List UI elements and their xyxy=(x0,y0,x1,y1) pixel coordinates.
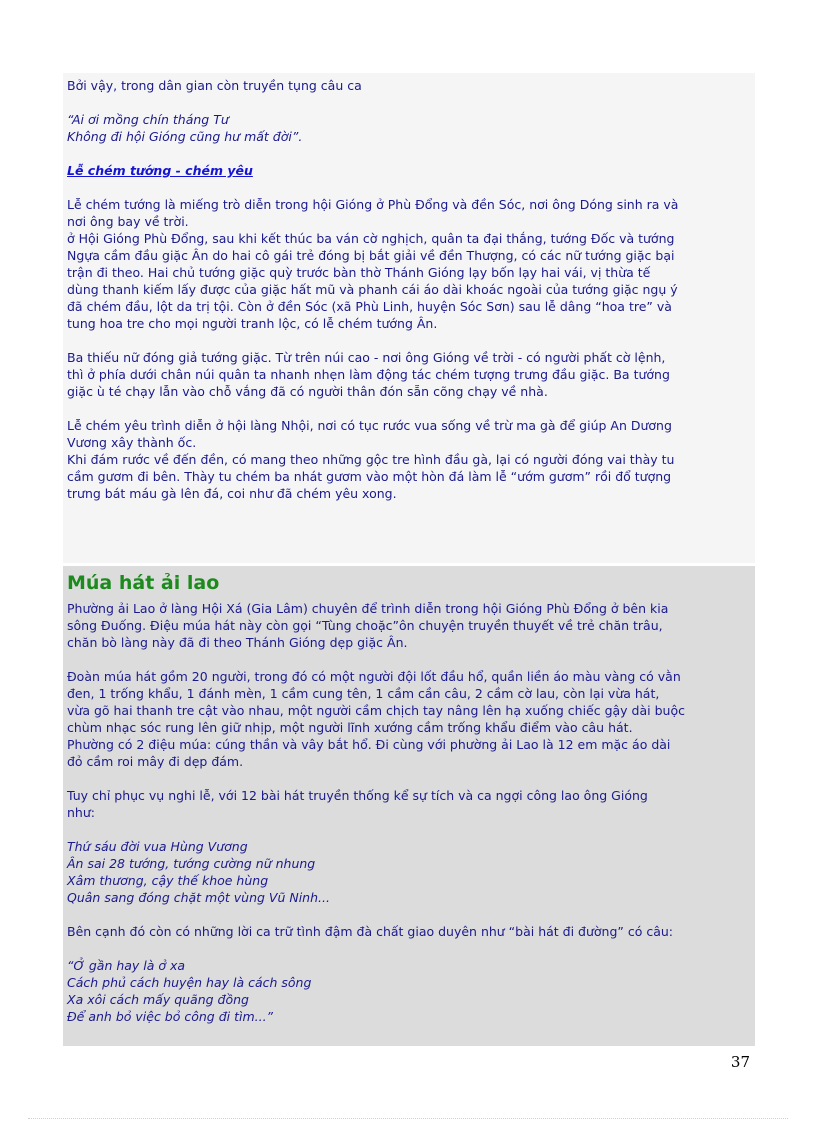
text-line: cầm gươm đi bên. Thày tu chém ba nhát gươm vào một hòn đá làm lễ “ướm gươm” rồi đổ tượng xyxy=(67,469,672,484)
intro-verse xyxy=(67,111,751,145)
text-line: Quân sang đóng chặt một vùng Vũ Ninh... xyxy=(67,890,330,905)
text-line: đỏ cầm roi mây đi dẹp đám. xyxy=(67,754,244,769)
paragraph xyxy=(67,196,751,230)
text-line: chăn bò làng này đã đi theo Thánh Gióng dẹp giặc Ân. xyxy=(67,635,408,650)
text-line: tung hoa tre cho mọi người tranh lộc, có lễ chém tướng Ân. xyxy=(67,316,438,331)
intro-line: Bởi vậy, trong dân gian còn truyền tụng câu ca xyxy=(67,78,362,93)
footer-divider xyxy=(28,1118,788,1119)
text-line: “Ở gần hay là ở xa xyxy=(67,958,186,973)
text-line: Ngựa cầm đầu giặc Ân do hai cô gái trẻ đóng bị bắt giải về đền Thượng, có các nữ tướng giặc bại xyxy=(67,248,675,263)
text-line: Xâm thương, cậy thế khoe hùng xyxy=(67,873,269,888)
text-line: Lễ chém yêu trình diễn ở hội làng Nhội, nơi có tục rước vua sống về trừ ma gà để giúp An Dương xyxy=(67,418,672,433)
chem-tuong-section xyxy=(67,77,751,502)
text-line: Để anh bỏ việc bỏ công đi tìm...” xyxy=(67,1009,274,1024)
text-line: giặc ù té chạy lẫn vào chỗ vắng đã có người thân đón sẵn cõng chạy về nhà. xyxy=(67,384,548,399)
paragraph xyxy=(67,230,751,332)
text-line: vừa gõ hai thanh tre cật vào nhau, một người cầm chịch tay nâng lên hạ xuống chiếc gậy dài buộc xyxy=(67,703,685,718)
paragraph xyxy=(67,417,751,451)
text-line: Tuy chỉ phục vụ nghi lễ, với 12 bài hát truyền thống kể sự tích và ca ngợi công lao ông Gióng xyxy=(67,788,648,803)
text-line: dùng thanh kiếm lấy được của giặc hất mũ và phanh cái áo dài khoác ngoài của tướng giặc ngụ ý xyxy=(67,282,678,297)
text-line: chùm nhạc sóc rung lên giữ nhịp, một người lĩnh xướng cầm trống khẩu điểm vào câu hát. xyxy=(67,720,633,735)
page-number: 37 xyxy=(730,1053,750,1071)
paragraph xyxy=(67,787,751,821)
text-line: “Ai ơi mồng chín tháng Tư xyxy=(67,112,229,127)
text-line: trưng bát máu gà lên đá, coi như đã chém yêu xong. xyxy=(67,486,397,501)
section-title: Múa hát ải lao xyxy=(67,572,220,594)
text-line: ở Hội Gióng Phù Đổng, sau khi kết thúc ba ván cờ nghịch, quân ta đại thắng, tướng Đốc và tướng xyxy=(67,231,675,246)
text-line: như: xyxy=(67,805,95,820)
text-line: Cách phủ cách huyện hay là cách sông xyxy=(67,975,312,990)
mua-hat-section xyxy=(67,570,751,1025)
text-line: Không đi hội Gióng cũng hư mất đời”. xyxy=(67,129,303,144)
paragraph xyxy=(67,600,751,651)
paragraph xyxy=(67,923,751,940)
text-line: thì ở phía dưới chân núi quân ta nhanh nhẹn làm động tác chém tượng trưng đầu giặc. Ba tướng xyxy=(67,367,670,382)
text-line: sông Đuống. Điệu múa hát này còn gọi “Tùng choặc”ôn chuyện truyền thuyết về trẻ chăn trâu, xyxy=(67,618,663,633)
paragraph xyxy=(67,668,751,770)
text-line: Thứ sáu đời vua Hùng Vương xyxy=(67,839,248,854)
text-line: Xa xôi cách mấy quãng đồng xyxy=(67,992,249,1007)
text-line: trận đi theo. Hai chủ tướng giặc quỳ trước bàn thờ Thánh Gióng lạy bốn lạy hai vái, vị thừa tế xyxy=(67,265,651,280)
text-line: Lễ chém tướng là miếng trò diễn trong hội Gióng ở Phù Đổng và đền Sóc, nơi ông Dóng sinh ra và xyxy=(67,197,679,212)
text-line: Ân sai 28 tướng, tướng cường nữ nhung xyxy=(67,856,316,871)
text-line: nơi ông bay về trời. xyxy=(67,214,189,229)
verse xyxy=(67,957,751,1025)
text-line: Bên cạnh đó còn có những lời ca trữ tình đậm đà chất giao duyên như “bài hát đi đường” có câu: xyxy=(67,924,674,939)
text-line: Đoàn múa hát gồm 20 người, trong đó có một người đội lốt đầu hổ, quần liền áo màu vàng có vằn xyxy=(67,669,681,684)
paragraph xyxy=(67,349,751,400)
text-line: đã chém đầu, lột da trị tội. Còn ở đền Sóc (xã Phù Linh, huyện Sóc Sơn) sau lễ dâng “hoa tre” và xyxy=(67,299,672,314)
section-subheading: Lễ chém tướng - chém yêu xyxy=(67,163,253,178)
text-line: Phường có 2 điệu múa: cúng thần và vây bắt hổ. Đi cùng với phường ải Lao là 12 em mặc áo dài xyxy=(67,737,671,752)
verse xyxy=(67,838,751,906)
text-line: Phường ải Lao ở làng Hội Xá (Gia Lâm) chuyên để trình diễn trong hội Gióng Phù Đổng ở bên kia xyxy=(67,601,669,616)
text-line: đen, 1 trống khẩu, 1 đánh mèn, 1 cầm cung tên, 1 cầm cần câu, 2 cầm cờ lau, còn lại vừa hát, xyxy=(67,686,660,701)
text-line: Vương xây thành ốc. xyxy=(67,435,197,450)
text-line: Khi đám rước về đến đền, có mang theo những gộc tre hình đầu gà, lại có người đóng vai thày tu xyxy=(67,452,675,467)
text-line: Ba thiếu nữ đóng giả tướng giặc. Từ trên núi cao - nơi ông Gióng về trời - có người phất cờ lệnh, xyxy=(67,350,666,365)
paragraph xyxy=(67,451,751,502)
